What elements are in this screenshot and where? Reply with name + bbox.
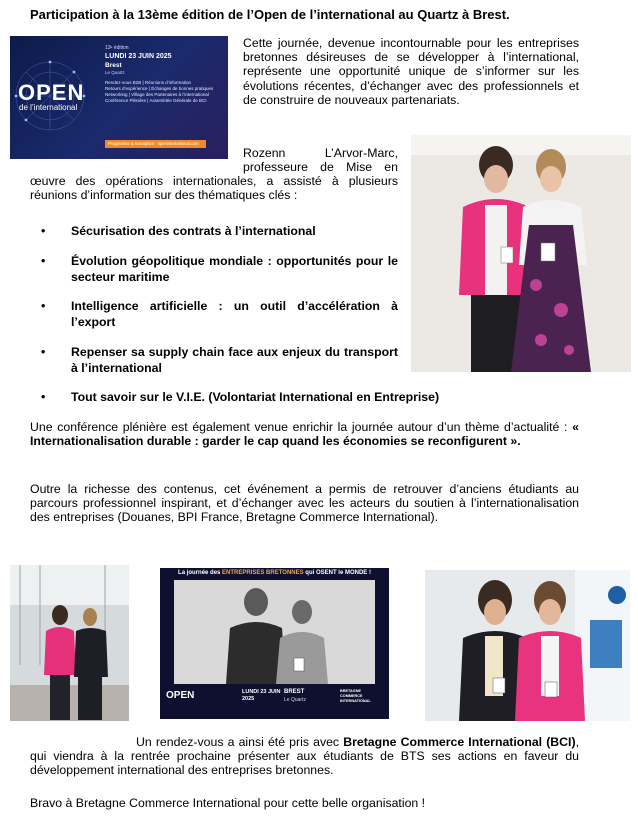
list-item	[41, 390, 601, 406]
photobooth-header	[160, 570, 389, 576]
conference-theme: « Internationalisation durable : garder le cap quand les économies se reconfigurent ».	[30, 420, 579, 449]
list-item	[41, 299, 398, 331]
photobooth-city: BREST	[284, 689, 305, 695]
intro-paragraph: Cette journée, devenue incontournable pour les entreprises bretonnes désireuses de se développer à l’international, représente une opportunité unique de s’informer sur les évolutions récentes, d’échanger avec des professionnels et de construire de nouveaux partenariats.	[243, 36, 579, 107]
list-item	[41, 254, 398, 286]
bullet-text: Intelligence artificielle : un outil d’accélération à l’export	[71, 299, 398, 329]
bullet-text: Repenser sa supply chain face aux enjeux du transport à l’international	[71, 345, 398, 375]
photobooth-bci-logo: BRETAGNE COMMERCE INTERNATIONAL	[340, 689, 371, 703]
photo-two-women	[411, 135, 631, 372]
rozenn-line: professeure de Mise en	[243, 160, 398, 175]
contents-paragraph: Outre la richesse des contenus, cet événement a permis de retrouver d’anciens étudiants au parcours professionnel inspirant, et d’échanger avec les acteurs du soutien à l’internationalisation des entreprises (Douanes, BPI France, Bretagne Commerce International).	[30, 482, 579, 525]
bullet-icon: •	[41, 345, 46, 359]
bullet-icon: •	[41, 299, 46, 313]
photobooth-venue: Le Quartz	[284, 697, 306, 703]
rozenn-paragraph: œuvre des opérations internationales, a assisté à plusieurs réunions d’information sur des thématiques clés :	[30, 174, 398, 203]
list-item	[41, 345, 398, 377]
banner-venue: Le Quartz	[105, 70, 125, 75]
bullet-text: Sécurisation des contrats à l’international	[71, 224, 316, 238]
rozenn-line: Rozenn L’Arvor-Marc,	[243, 146, 398, 160]
event-banner-image	[10, 36, 228, 159]
bullet-icon: •	[41, 254, 46, 268]
open-logo: OPEN	[18, 80, 85, 105]
photobooth-open-logo: OPEN	[166, 690, 195, 701]
page-title: Participation à la 13ème édition de l’Open de l’international au Quartz à Brest.	[30, 7, 510, 22]
photobooth-header-pre: La journée des	[178, 570, 223, 576]
banner-program-line: Rendez-vous B2B | Réunions d’information	[105, 80, 191, 85]
banner-program-line: Conférence Plénière | Assemblée Générale de BCI	[105, 98, 207, 103]
rdv-bold: Bretagne Commerce International (BCI)	[343, 735, 576, 749]
banner-program-line: Networking | Village des Partenaires à l’international	[105, 92, 209, 97]
rozenn-intro	[243, 146, 398, 174]
banner-city: Brest	[105, 62, 122, 69]
rdv-post: , qui viendra à la rentrée prochaine présenter aux étudiants de BTS ses actions en faveur du développement international des entreprises bretonnes.	[30, 735, 579, 778]
bullet-text: Tout savoir sur le V.I.E. (Volontariat International en Entreprise)	[71, 390, 440, 404]
photobooth-header-bold: ENTREPRISES BRETONNES	[222, 570, 304, 576]
rdv-paragraph	[30, 735, 579, 778]
photobooth-date: LUNDI 23 JUIN 2025	[242, 689, 281, 702]
bullet-icon: •	[41, 224, 46, 238]
banner-program	[105, 80, 225, 104]
photobooth-header-post: qui OSENT le MONDE !	[303, 570, 371, 576]
photo-women-venue	[10, 565, 129, 721]
conference-paragraph	[30, 420, 579, 448]
list-item	[41, 224, 398, 240]
bullet-text: Évolution géopolitique mondiale : opportunités pour le secteur maritime	[71, 254, 398, 284]
open-logo-subtitle: de l’international	[19, 103, 78, 112]
banner-cta: Programme & Inscription : openinternational.com	[105, 140, 206, 148]
banner-date: LUNDI 23 JUIN 2025	[105, 53, 172, 60]
photo-photobooth	[160, 568, 389, 719]
banner-program-line: Retours d’expérience | Échanges de bonnes pratiques	[105, 86, 214, 91]
bullet-icon: •	[41, 390, 46, 404]
banner-edition: 13ᵉ édition	[105, 45, 129, 51]
conference-intro: Une conférence plénière est également venue enrichir la journée autour d’un thème d’actualité :	[30, 420, 573, 434]
closing-line: Bravo à Bretagne Commerce International pour cette belle organisation !	[30, 796, 426, 810]
photo-women-stand	[425, 570, 630, 721]
rdv-pre: Un rendez-vous a ainsi été pris avec	[136, 735, 344, 749]
photobooth-portrait	[174, 580, 375, 684]
